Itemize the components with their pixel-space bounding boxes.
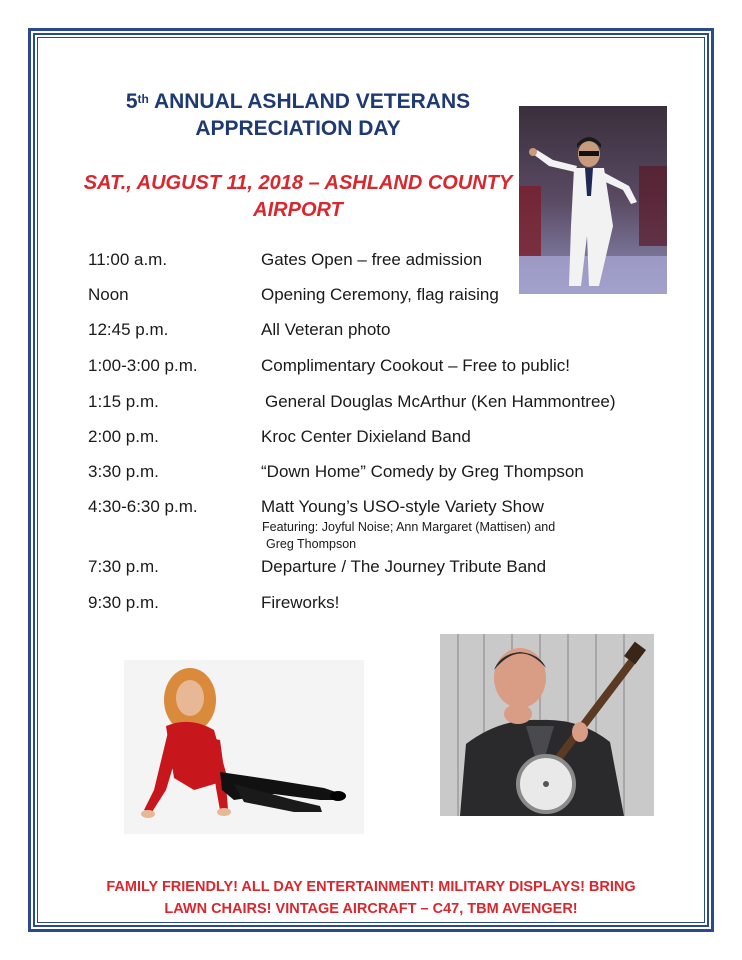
schedule-event: Matt Young’s USO-style Variety Show — [261, 497, 544, 516]
title-line-2: APPRECIATION DAY — [195, 117, 401, 140]
schedule-time: 9:30 p.m. — [88, 593, 159, 612]
schedule-time: 12:45 p.m. — [88, 320, 169, 339]
footer-highlights — [60, 876, 682, 920]
schedule-time: 1:00-3:00 p.m. — [88, 356, 198, 375]
event-date-location — [70, 170, 526, 224]
featuring-line-2: Greg Thompson — [266, 537, 357, 551]
title-ordinal-number: 5 — [125, 90, 138, 113]
schedule-time: 7:30 p.m. — [88, 557, 159, 576]
schedule-event: All Veteran photo — [261, 320, 391, 339]
schedule-event: Departure / The Journey Tribute Band — [261, 557, 547, 576]
schedule-event: Fireworks! — [261, 593, 340, 612]
schedule-event: Gates Open – free admission — [261, 250, 483, 269]
schedule-time: 3:30 p.m. — [88, 462, 159, 481]
schedule-event: Kroc Center Dixieland Band — [261, 427, 471, 446]
schedule-time: 11:00 a.m. — [88, 250, 168, 269]
schedule-event: “Down Home” Comedy by Greg Thompson — [261, 462, 584, 481]
performer-white-suit-photo — [519, 106, 667, 294]
featuring-note — [262, 519, 602, 553]
footer-line-2: LAWN CHAIRS! VINTAGE AIRCRAFT – C47, TBM AVENGER! — [164, 901, 578, 917]
event-title — [88, 88, 508, 142]
title-ordinal-suffix: th — [137, 92, 149, 106]
footer-line-1: FAMILY FRIENDLY! ALL DAY ENTERTAINMENT! MILITARY DISPLAYS! BRING — [106, 879, 636, 895]
date-line-2: AIRPORT — [253, 199, 343, 221]
title-line-1 — [88, 88, 508, 115]
featuring-line-1: Featuring: Joyful Noise; Ann Margaret (Mattisen) and — [262, 520, 556, 534]
performer-red-top-photo — [124, 660, 364, 834]
schedule-time: 4:30-6:30 p.m. — [88, 497, 198, 516]
title-line-1-text: ANNUAL ASHLAND VETERANS — [153, 90, 471, 113]
schedule-time: 1:15 p.m. — [88, 392, 159, 411]
schedule-event: Opening Ceremony, flag raising — [261, 285, 499, 304]
banjo-player-photo — [440, 634, 654, 816]
schedule-event: Complimentary Cookout – Free to public! — [261, 356, 570, 375]
schedule-time: Noon — [88, 285, 129, 304]
date-line-1: SAT., AUGUST 11, 2018 – ASHLAND COUNTY — [83, 172, 513, 194]
schedule-time: 2:00 p.m. — [88, 427, 159, 446]
schedule-event: General Douglas McArthur (Ken Hammontree) — [265, 392, 616, 411]
